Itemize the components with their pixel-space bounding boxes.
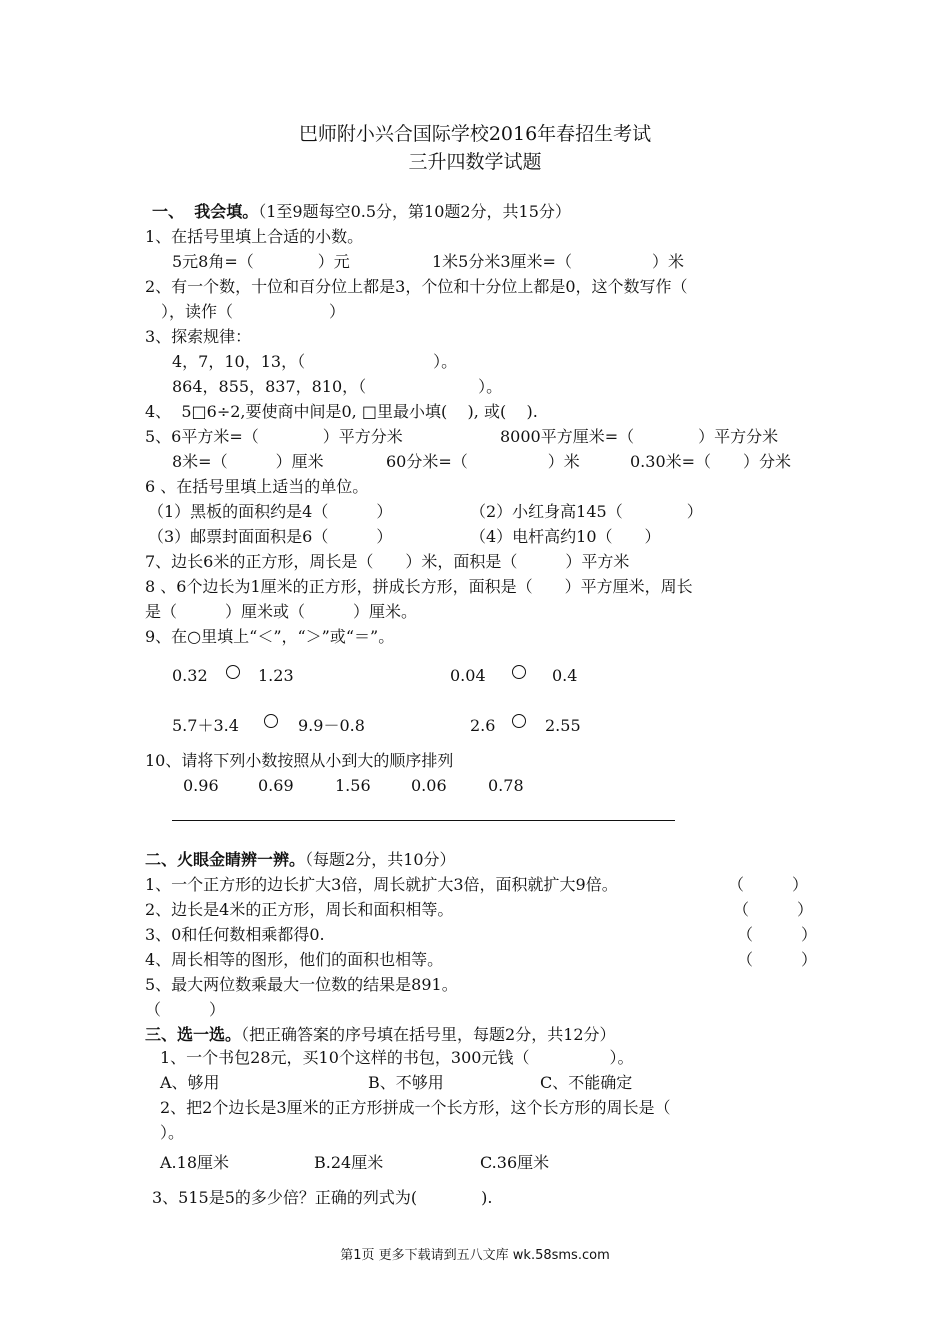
s3-q1-option: B、不够用: [368, 1073, 444, 1092]
s1-q5c: 8米=（ ）厘米: [172, 452, 324, 471]
section2-heading: [145, 850, 456, 870]
s2-item: 5、最大两位数乘最大一位数的结果是891。: [145, 975, 458, 994]
s1-q1: 1、在括号里填上合适的小数。: [145, 227, 364, 246]
page-footer: 第1页 更多下载请到五八文库 wk.58sms.com: [340, 1248, 610, 1263]
compare-circle-icon: [226, 665, 240, 679]
s1-q7: 7、边长6米的正方形，周长是（ ）米，面积是（ ）平方米: [145, 552, 630, 571]
s1-q3b: 864，855，837，810，（ ）。: [172, 377, 503, 396]
s1-q5b: 8000平方厘米=（ ）平方分米: [500, 427, 779, 446]
s3-q2-option: B.24厘米: [314, 1153, 384, 1172]
s3-q3: 3、515是5的多少倍？正确的列式为( ).: [152, 1188, 493, 1207]
s2-item-blank: （ ）: [737, 925, 818, 944]
page-title: 巴师附小兴合国际学校2016年春招生考试: [298, 123, 652, 145]
section1-heading: [152, 202, 571, 222]
q9-item3-left: 5.7＋3.4: [172, 716, 239, 735]
section3-note: （把正确答案的序号填在括号里，每题2分，共12分）: [241, 1025, 616, 1044]
s1-q6d: （4）电杆高约10（ ）: [470, 527, 661, 546]
s3-q2-option: C.36厘米: [480, 1153, 550, 1172]
section3-title: 三、选一选。: [145, 1025, 242, 1044]
section1-note: （1至9题每空0.5分，第10题2分，共15分）: [258, 202, 571, 221]
s1-q1a: 5元8角=（ ）元: [172, 252, 350, 271]
q10-number: 1.56: [335, 776, 371, 795]
s2-item: 1、一个正方形的边长扩大3倍，周长就扩大3倍，面积就扩大9倍。: [145, 875, 618, 894]
s2-item: 2、边长是4米的正方形，周长和面积相等。: [145, 900, 454, 919]
s2-item: 3、0和任何数相乘都得0.: [145, 925, 325, 944]
s1-q10: 10、请将下列小数按照从小到大的顺序排列: [145, 751, 454, 770]
page-subtitle: 三升四数学试题: [408, 151, 542, 173]
q9-item3-right: 9.9－0.8: [298, 716, 365, 735]
s1-q6: 6 、在括号里填上适当的单位。: [145, 477, 369, 496]
s2-item-blank: （ ）: [728, 875, 809, 894]
s2-item-blank: （ ）: [733, 900, 814, 919]
q9-item1-left: 0.32: [172, 666, 208, 685]
q10-number: 0.06: [411, 776, 447, 795]
q10-number: 0.69: [258, 776, 294, 795]
q9-item1-right: 1.23: [258, 666, 294, 685]
s1-q4: 4、 5□6÷2,要使商中间是0, □里最小填( ), 或( ).: [145, 402, 538, 421]
s1-q8-line1: 8 、6个边长为1厘米的正方形，拼成长方形，面积是（ ）平方厘米，周长: [145, 577, 693, 596]
q9-item2-left: 0.04: [450, 666, 486, 685]
section2-note: （每题2分，共10分）: [305, 850, 456, 869]
s2-item-blank: （ ）: [145, 1000, 226, 1019]
s1-q3a: 4，7，10，13，（ ）。: [172, 352, 458, 371]
section1-title: 我会填。: [194, 202, 259, 221]
s1-q1b: 1米5分米3厘米=（ ）米: [432, 252, 684, 271]
compare-circle-icon: [512, 665, 526, 679]
s3-q1-option: A、够用: [160, 1073, 220, 1092]
s1-q6c: （3）邮票封面面积是6（ ）: [148, 527, 393, 546]
s1-q6b: （2）小红身高145（ ）: [470, 502, 703, 521]
s2-item-blank: （ ）: [737, 950, 818, 969]
compare-circle-icon: [512, 714, 526, 728]
s1-q5d: 60分米=（ ）米: [386, 452, 580, 471]
s1-q8-line2: 是（ ）厘米或（ ）厘米。: [145, 602, 418, 621]
s1-q6a: （1）黑板的面积约是4（ ）: [148, 502, 393, 521]
q10-number: 0.96: [183, 776, 219, 795]
s1-q5a: 5、6平方米=（ ）平方分米: [145, 427, 403, 446]
section2-title: 二、火眼金睛辨一辨。: [145, 850, 306, 869]
s1-q5e: 0.30米=（ ）分米: [630, 452, 792, 471]
section1-num: 一、: [152, 202, 185, 221]
compare-circle-icon: [264, 714, 278, 728]
s1-q9: 9、在○里填上“＜”，“＞”或“＝”。: [145, 627, 395, 646]
s1-q3: 3、探索规律：: [145, 327, 252, 346]
q9-item4-right: 2.55: [545, 716, 581, 735]
s3-q2-line2: ）。: [160, 1123, 185, 1142]
s1-q2-line2: ），读作（ ）: [145, 302, 346, 321]
section3-heading: [145, 1025, 616, 1045]
s3-q2-line1: 2、把2个边长是3厘米的正方形拼成一个长方形，这个长方形的周长是（: [160, 1098, 671, 1117]
s1-q2-line1: 2、有一个数，十位和百分位上都是3，个位和十分位上都是0，这个数写作（: [145, 277, 688, 296]
q9-item2-right: 0.4: [552, 666, 578, 685]
answer-line: [172, 820, 675, 821]
s2-item: 4、周长相等的图形，他们的面积也相等。: [145, 950, 444, 969]
s3-q1: 1、一个书包28元，买10个这样的书包，300元钱（ ）。: [160, 1048, 634, 1067]
s3-q1-option: C、不能确定: [540, 1073, 633, 1092]
q10-number: 0.78: [488, 776, 524, 795]
s3-q2-option: A.18厘米: [160, 1153, 230, 1172]
q9-item4-left: 2.6: [470, 716, 496, 735]
